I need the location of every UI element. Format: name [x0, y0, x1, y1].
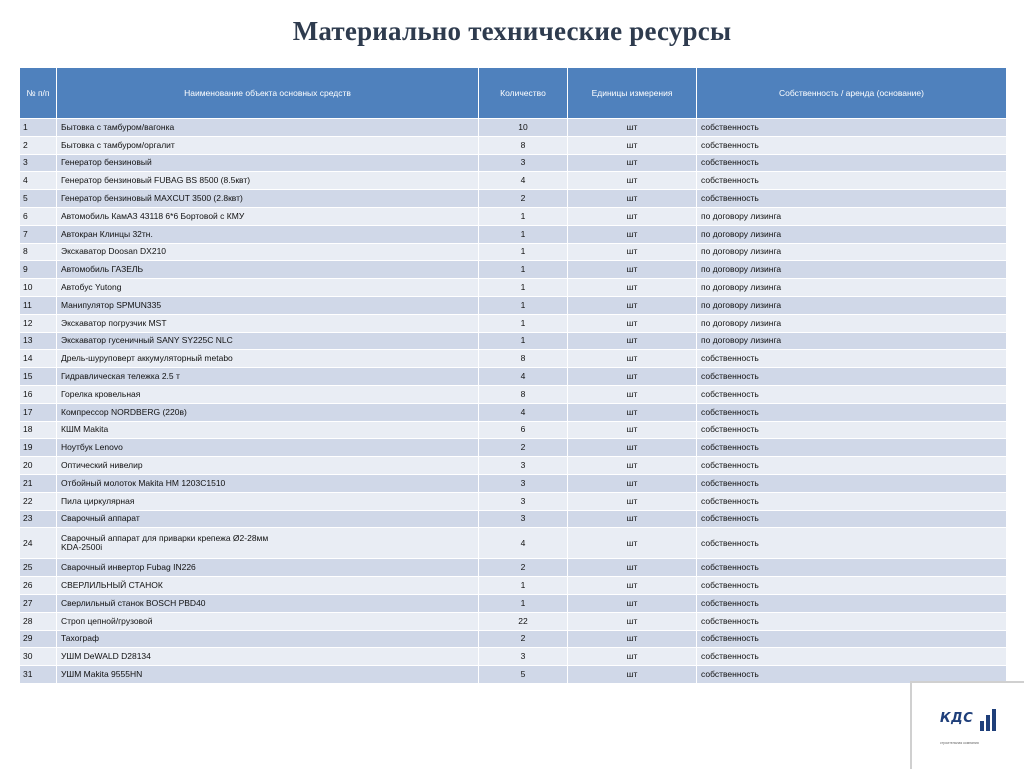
table-row: [20, 439, 1007, 457]
row-name: УШМ DeWALD D28134: [57, 648, 479, 666]
row-number: 11: [20, 296, 57, 314]
row-ownership: собственность: [697, 421, 1007, 439]
row-name: Генератор бензиновый: [57, 154, 479, 172]
row-unit: шт: [568, 385, 697, 403]
row-unit: шт: [568, 368, 697, 386]
row-number: 14: [20, 350, 57, 368]
table-row: [20, 314, 1007, 332]
row-quantity: 1: [479, 332, 568, 350]
table-row: [20, 421, 1007, 439]
row-quantity: 1: [479, 225, 568, 243]
row-ownership: по договору лизинга: [697, 314, 1007, 332]
row-ownership: собственность: [697, 368, 1007, 386]
table-row: [20, 225, 1007, 243]
row-quantity: 2: [479, 559, 568, 577]
row-quantity: 1: [479, 594, 568, 612]
row-quantity: 2: [479, 439, 568, 457]
row-quantity: 1: [479, 296, 568, 314]
row-quantity: 3: [479, 648, 568, 666]
row-name: Экскаватор гусеничный SANY SY225C NLC: [57, 332, 479, 350]
table-row: [20, 136, 1007, 154]
row-unit: шт: [568, 172, 697, 190]
table-row: [20, 474, 1007, 492]
header-qty: Количество: [479, 68, 568, 119]
row-unit: шт: [568, 243, 697, 261]
row-name: Экскаватор погрузчик MST: [57, 314, 479, 332]
row-unit: шт: [568, 457, 697, 475]
row-name: Автокран Клинцы 32тн.: [57, 225, 479, 243]
row-ownership: собственность: [697, 666, 1007, 684]
row-name: Пила циркулярная: [57, 492, 479, 510]
row-ownership: по договору лизинга: [697, 279, 1007, 297]
row-number: 13: [20, 332, 57, 350]
row-name: Сварочный аппарат: [57, 510, 479, 528]
row-name: Оптический нивелир: [57, 457, 479, 475]
row-number: 20: [20, 457, 57, 475]
row-name: Генератор бензиновый MAXCUT 3500 (2.8квт): [57, 190, 479, 208]
table-row: [20, 630, 1007, 648]
table-row: [20, 119, 1007, 137]
row-number: 15: [20, 368, 57, 386]
row-ownership: собственность: [697, 119, 1007, 137]
row-ownership: собственность: [697, 154, 1007, 172]
table-row: [20, 403, 1007, 421]
row-name: Отбойный молоток Makita HM 1203C1510: [57, 474, 479, 492]
row-quantity: 2: [479, 190, 568, 208]
logo-text: КДС: [940, 711, 974, 726]
table-row: [20, 457, 1007, 475]
row-quantity: 4: [479, 172, 568, 190]
row-name: Экскаватор Doosan DX210: [57, 243, 479, 261]
row-ownership: собственность: [697, 190, 1007, 208]
row-ownership: собственность: [697, 172, 1007, 190]
row-ownership: собственность: [697, 439, 1007, 457]
row-unit: шт: [568, 439, 697, 457]
row-quantity: 2: [479, 630, 568, 648]
row-ownership: по договору лизинга: [697, 225, 1007, 243]
table-row: [20, 190, 1007, 208]
row-name: Манипулятор SPMUN335: [57, 296, 479, 314]
row-ownership: по договору лизинга: [697, 207, 1007, 225]
row-name: [57, 528, 479, 559]
company-logo-box: [910, 681, 1024, 769]
table-row: [20, 648, 1007, 666]
row-name: УШМ Makita 9555HN: [57, 666, 479, 684]
row-quantity: 6: [479, 421, 568, 439]
row-number: 16: [20, 385, 57, 403]
row-ownership: по договору лизинга: [697, 261, 1007, 279]
row-quantity: 5: [479, 666, 568, 684]
row-ownership: по договору лизинга: [697, 296, 1007, 314]
row-unit: шт: [568, 474, 697, 492]
row-number: 19: [20, 439, 57, 457]
row-unit: шт: [568, 332, 697, 350]
row-unit: шт: [568, 261, 697, 279]
row-number: 31: [20, 666, 57, 684]
row-quantity: 8: [479, 385, 568, 403]
table-row: [20, 510, 1007, 528]
row-number: 12: [20, 314, 57, 332]
table-row: [20, 207, 1007, 225]
row-unit: шт: [568, 314, 697, 332]
row-ownership: собственность: [697, 630, 1007, 648]
resources-table: [19, 67, 1007, 684]
row-name: Компрессор NORDBERG (220в): [57, 403, 479, 421]
table-row: [20, 243, 1007, 261]
row-unit: шт: [568, 612, 697, 630]
logo-subtitle: строительная компания: [940, 741, 979, 745]
row-ownership: собственность: [697, 612, 1007, 630]
row-ownership: собственность: [697, 403, 1007, 421]
row-unit: шт: [568, 510, 697, 528]
company-logo: [940, 709, 1000, 735]
row-ownership: собственность: [697, 559, 1007, 577]
row-number: 6: [20, 207, 57, 225]
row-ownership: собственность: [697, 528, 1007, 559]
row-unit: шт: [568, 421, 697, 439]
row-unit: шт: [568, 207, 697, 225]
row-quantity: 4: [479, 368, 568, 386]
row-number: 30: [20, 648, 57, 666]
row-unit: шт: [568, 136, 697, 154]
row-name: СВЕРЛИЛЬНЫЙ СТАНОК: [57, 577, 479, 595]
table-row: [20, 385, 1007, 403]
row-number: 3: [20, 154, 57, 172]
row-name: Гидравлическая тележка 2.5 т: [57, 368, 479, 386]
row-unit: шт: [568, 225, 697, 243]
row-unit: шт: [568, 403, 697, 421]
row-quantity: 3: [479, 492, 568, 510]
row-number: 2: [20, 136, 57, 154]
table-header: [20, 68, 1007, 119]
row-name: Горелка кровельная: [57, 385, 479, 403]
row-number: 21: [20, 474, 57, 492]
row-name: Тахограф: [57, 630, 479, 648]
table-row: [20, 154, 1007, 172]
row-quantity: 3: [479, 154, 568, 172]
row-number: 23: [20, 510, 57, 528]
row-number: 22: [20, 492, 57, 510]
table-row: [20, 172, 1007, 190]
row-quantity: 3: [479, 457, 568, 475]
table-row: [20, 666, 1007, 684]
row-name-line1: Сварочный аппарат для приварки крепежа Ø2-28мм: [61, 533, 269, 544]
row-quantity: 1: [479, 243, 568, 261]
table-row: [20, 577, 1007, 595]
row-ownership: собственность: [697, 510, 1007, 528]
table-row: [20, 261, 1007, 279]
row-number: 26: [20, 577, 57, 595]
row-name: Бытовка с тамбуром/оргалит: [57, 136, 479, 154]
table-row: [20, 279, 1007, 297]
row-unit: шт: [568, 119, 697, 137]
row-ownership: собственность: [697, 350, 1007, 368]
row-quantity: 10: [479, 119, 568, 137]
row-name-line2: KDA-2500i: [61, 542, 103, 553]
row-ownership: собственность: [697, 577, 1007, 595]
resources-table-container: [19, 67, 1006, 684]
row-quantity: 4: [479, 528, 568, 559]
header-num: № п/п: [20, 68, 57, 119]
table-row: [20, 296, 1007, 314]
row-unit: шт: [568, 594, 697, 612]
row-name: Дрель-шуруповерт аккумуляторный metabo: [57, 350, 479, 368]
row-quantity: 3: [479, 510, 568, 528]
header-name: Наименование объекта основных средств: [57, 68, 479, 119]
row-quantity: 1: [479, 314, 568, 332]
row-number: 29: [20, 630, 57, 648]
row-unit: шт: [568, 648, 697, 666]
row-number: 10: [20, 279, 57, 297]
row-number: 18: [20, 421, 57, 439]
row-name: Автомобиль ГАЗЕЛЬ: [57, 261, 479, 279]
row-name: Строп цепной/грузовой: [57, 612, 479, 630]
row-ownership: по договору лизинга: [697, 243, 1007, 261]
table-body: [20, 119, 1007, 684]
page-title: Материально технические ресурсы: [292, 16, 732, 46]
table-row: [20, 528, 1007, 559]
row-number: 8: [20, 243, 57, 261]
row-ownership: собственность: [697, 594, 1007, 612]
table-row: [20, 492, 1007, 510]
row-ownership: собственность: [697, 385, 1007, 403]
row-quantity: 1: [479, 279, 568, 297]
row-name: Бытовка с тамбуром/вагонка: [57, 119, 479, 137]
row-number: 17: [20, 403, 57, 421]
row-unit: шт: [568, 666, 697, 684]
row-name: Сверлильный станок BOSCH PBD40: [57, 594, 479, 612]
row-number: 25: [20, 559, 57, 577]
row-number: 5: [20, 190, 57, 208]
row-unit: шт: [568, 350, 697, 368]
row-name: Сварочный инвертор Fubag IN226: [57, 559, 479, 577]
row-unit: шт: [568, 577, 697, 595]
row-number: 9: [20, 261, 57, 279]
row-quantity: 8: [479, 350, 568, 368]
table-row: [20, 612, 1007, 630]
row-quantity: 3: [479, 474, 568, 492]
row-number: 4: [20, 172, 57, 190]
row-ownership: по договору лизинга: [697, 332, 1007, 350]
row-unit: шт: [568, 492, 697, 510]
table-row: [20, 594, 1007, 612]
building-bars-icon: [978, 709, 998, 731]
row-number: 1: [20, 119, 57, 137]
row-name: Автобус Yutong: [57, 279, 479, 297]
row-quantity: 1: [479, 207, 568, 225]
row-unit: шт: [568, 190, 697, 208]
row-quantity: 1: [479, 261, 568, 279]
row-quantity: 1: [479, 577, 568, 595]
row-ownership: собственность: [697, 648, 1007, 666]
row-ownership: собственность: [697, 136, 1007, 154]
row-quantity: 22: [479, 612, 568, 630]
row-name: КШМ Makita: [57, 421, 479, 439]
row-unit: шт: [568, 559, 697, 577]
table-row: [20, 559, 1007, 577]
row-number: 24: [20, 528, 57, 559]
row-unit: шт: [568, 296, 697, 314]
row-name: Генератор бензиновый FUBAG BS 8500 (8.5квт): [57, 172, 479, 190]
header-ownership: Собственность / аренда (основание): [697, 68, 1007, 119]
row-ownership: собственность: [697, 492, 1007, 510]
table-row: [20, 368, 1007, 386]
table-row: [20, 350, 1007, 368]
row-unit: шт: [568, 528, 697, 559]
row-name: Ноутбук Lenovo: [57, 439, 479, 457]
row-number: 7: [20, 225, 57, 243]
row-unit: шт: [568, 279, 697, 297]
table-row: [20, 332, 1007, 350]
row-ownership: собственность: [697, 457, 1007, 475]
row-unit: шт: [568, 630, 697, 648]
row-quantity: 8: [479, 136, 568, 154]
row-quantity: 4: [479, 403, 568, 421]
row-unit: шт: [568, 154, 697, 172]
row-number: 28: [20, 612, 57, 630]
header-unit: Единицы измерения: [568, 68, 697, 119]
row-name: Автомобиль КамАЗ 43118 6*6 Бортовой с КМУ: [57, 207, 479, 225]
row-number: 27: [20, 594, 57, 612]
row-ownership: собственность: [697, 474, 1007, 492]
